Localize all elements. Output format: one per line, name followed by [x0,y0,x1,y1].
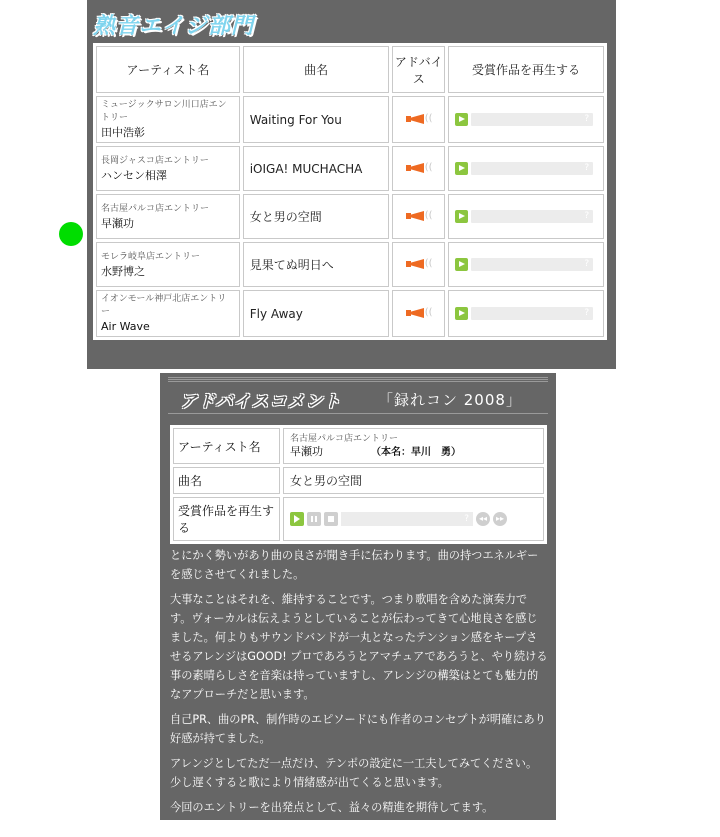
table-row [96,146,604,191]
player-cell [283,497,544,541]
comment-paragraph: 今回のエントリーを出発点として、益々の精進を期待してます。 [170,801,494,814]
artist-name: Air Wave [101,320,150,333]
shop-label: モレラ岐阜店エントリー [101,251,201,262]
label-song: 曲名 [173,467,280,494]
advice-cell [392,194,445,239]
player-cell [448,290,604,337]
shop-label: ミュージックサロン川口店エントリー [101,100,227,123]
header-play: 受賞作品を再生する [448,46,604,93]
help-icon: ? [584,163,590,173]
label-play: 受賞作品を再生する [173,497,280,541]
song-title: Waiting For You [243,96,390,143]
table-row [96,194,604,239]
advice-cell [392,290,445,337]
help-icon: ? [584,211,590,221]
megaphone-icon[interactable]: (( [406,113,432,125]
mini-player [450,113,602,126]
play-icon[interactable] [455,210,468,223]
progress-track[interactable] [471,162,593,175]
real-name: （本名：早川 勇） [371,446,461,458]
artist-name: 水野博之 [101,264,145,278]
mini-player [450,210,602,223]
artist-name: ハンセン相澤 [101,168,167,182]
play-icon[interactable] [455,307,468,320]
help-icon: ? [584,308,590,318]
table-row [96,242,604,287]
progress-track[interactable] [471,307,593,320]
megaphone-icon[interactable]: (( [406,162,432,174]
artist-name: 早瀬功 [290,444,323,458]
detail-row-song [173,467,544,494]
shop-label: 名古屋パルコ店エントリー [101,203,210,214]
advice-panel [160,373,556,820]
table-row [96,290,604,337]
entries-table [93,43,607,340]
mini-player [450,307,602,320]
label-artist: アーティスト名 [173,428,280,464]
mini-player [450,258,602,271]
artist-line [290,445,537,459]
advice-heading: アドバイスコメント [180,392,342,412]
section-title: 熟音エイジ部門 [93,14,255,39]
player-cell [448,194,604,239]
song-title: 女と男の空間 [243,194,390,239]
advice-cell [392,242,445,287]
play-icon[interactable] [290,512,304,526]
detail-table [170,425,547,544]
song-title: Fly Away [243,290,390,337]
shop-label: イオンモール神戸北店エントリー [101,294,227,317]
song-title: 見果てぬ明日へ [243,242,390,287]
artist-cell [96,96,240,143]
megaphone-icon[interactable]: (( [406,307,432,319]
shop-label: 名古屋パルコ店エントリー [290,433,399,444]
artist-detail-cell [283,428,544,464]
comment-paragraph: アレンジとしてただ一点だけ、テンポの設定に一工夫してみてください。少し遅くすると歌により情緒感が出てくると思います。 [170,757,538,789]
stop-icon[interactable] [324,512,338,526]
song-title: iOIGA! MUCHACHA [243,146,390,191]
play-icon[interactable] [455,113,468,126]
artist-cell [96,194,240,239]
divider [168,413,548,414]
artist-cell [96,146,240,191]
advice-cell [392,96,445,143]
help-icon: ? [464,514,469,524]
comment-paragraph: 大事なことはそれを、維持することです。つまり歌唱を含めた演奏力です。ヴォーカルは伝えようとしていることが伝わってきて心地良さを感じました。何よりもサウンドバンドが一丸となったテンション感をキープさせるアレンジはGOOD! プロであろうとアマチュアであろうと、やり続ける事の素晴らしさを音楽は持っていますし、アレンジの構築はとても魅力的なアプローチだと思います。 [170,593,548,701]
progress-track[interactable] [471,258,593,271]
advice-cell [392,146,445,191]
selection-marker [59,222,83,246]
help-icon: ? [584,259,590,269]
header-song: 曲名 [243,46,390,93]
header-artist: アーティスト名 [96,46,240,93]
detail-row-play [173,497,544,541]
artist-cell [96,290,240,337]
comment-paragraph: 自己PR、曲のPR、制作時のエピソードにも作者のコンセプトが明確にあり好感が持てました。 [170,713,546,745]
player-cell [448,242,604,287]
table-header-row [96,46,604,93]
song-title: 女と男の空間 [283,467,544,494]
artist-name: 早瀬功 [101,216,134,230]
player-cell [448,146,604,191]
fast-forward-icon[interactable]: ▸▸ [493,512,507,526]
player-cell [448,96,604,143]
table-row [96,96,604,143]
comment-paragraph: とにかく勢いがあり曲の良さが聞き手に伝わります。曲の持つエネルギーを感じさせてくれました。 [170,549,539,581]
megaphone-icon[interactable]: (( [406,210,432,222]
advice-comment [170,546,548,823]
progress-track[interactable] [471,210,593,223]
entries-panel [87,0,616,369]
artist-cell [96,242,240,287]
pause-icon[interactable] [307,512,321,526]
play-icon[interactable] [455,162,468,175]
audio-player [285,512,542,526]
mini-player [450,162,602,175]
play-icon[interactable] [455,258,468,271]
header-stripe [168,377,548,383]
artist-name: 田中浩彰 [101,126,145,139]
megaphone-icon[interactable]: (( [406,258,432,270]
help-icon: ? [584,114,590,124]
contest-name: 「録れコン 2008」 [378,391,522,409]
progress-track[interactable] [471,113,593,126]
shop-label: 長岡ジャスコ店エントリー [101,155,209,166]
header-advice: アドバイス [392,46,445,93]
rewind-icon[interactable]: ◂◂ [476,512,490,526]
detail-row-artist [173,428,544,464]
progress-track[interactable] [341,512,473,526]
